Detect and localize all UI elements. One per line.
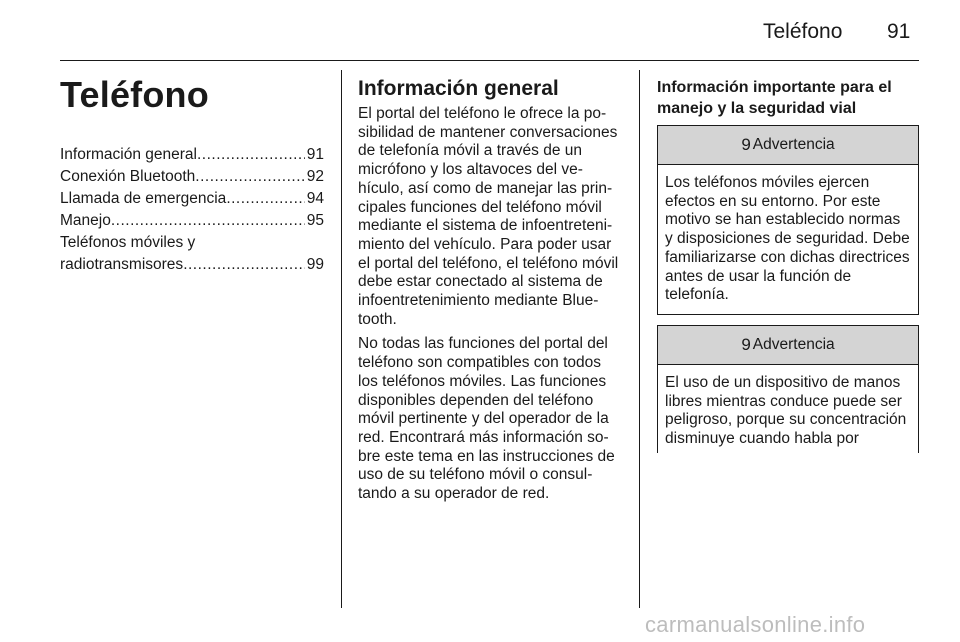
toc-entry-multiline[interactable]: Teléfonos móviles y radiotransmisores ..... 99 — [60, 232, 324, 276]
warning-icon: 9 — [741, 334, 751, 354]
toc-entry[interactable]: Llamada de emergencia ..... 94 — [60, 188, 324, 210]
header-title: Teléfono — [763, 20, 843, 43]
warning-text: Los teléfonos móviles ejercen efectos en su entorno. Por este motivo se han establecido normas y disposiciones de seguridad. Debe familiarizarse con dichas directrices antes de usar la función de telefonía. — [665, 174, 910, 304]
toc-entry[interactable]: Conexión Bluetooth ..... 92 — [60, 166, 324, 188]
section-title: Información general — [358, 77, 559, 100]
chapter-title: Teléfono — [60, 74, 209, 115]
chapter-column — [60, 76, 324, 276]
warning-label: Advertencia — [752, 136, 835, 153]
general-info-column — [358, 77, 622, 510]
table-of-contents — [60, 144, 324, 276]
toc-entry[interactable]: Manejo ..... 95 — [60, 210, 324, 232]
warning-icon: 9 — [741, 135, 751, 154]
safety-column — [657, 77, 919, 463]
header-rule — [60, 60, 919, 61]
warning-header — [658, 126, 918, 165]
column-divider-2 — [639, 70, 640, 608]
column-divider-1 — [341, 70, 342, 608]
warning-label: Advertencia — [752, 335, 835, 353]
paragraph: No todas las funciones del portal del teléfono son compatibles con todos los teléfonos móviles. Las funciones disponibles dependen del teléfono móvil pertinente y del operador de la red. Encontrará más información sobre este tema en las instrucciones de uso de su teléfono móvil o consultando a su operador de red. — [358, 335, 615, 503]
page-number: 91 — [887, 20, 911, 43]
safety-title: Información importante para el manejo y la seguridad vial — [657, 79, 892, 117]
paragraph: El portal del teléfono le ofrece la posibilidad de mantener conversaciones de telefonía móvil a través de un micrófono y los altavoces del vehículo, así como de manejar las principales funciones del teléfono móvil mediante el sistema de infoentretenimiento del vehículo. Para poder usar el portal del teléfono, el teléfono móvil debe estar conectado al sistema de infoentretenimiento mediante Bluetooth. — [358, 105, 619, 328]
warning-header — [658, 326, 918, 365]
warning-text: El uso de un dispositivo de manos libres mientras conduce puede ser peligroso, porque su concentración disminuye cuando habla por — [665, 373, 907, 448]
warning-box — [657, 125, 919, 315]
warning-box — [657, 325, 919, 453]
toc-entry[interactable]: Información general ..... 91 — [60, 144, 324, 166]
watermark: carmanualsonline.info — [645, 612, 866, 637]
